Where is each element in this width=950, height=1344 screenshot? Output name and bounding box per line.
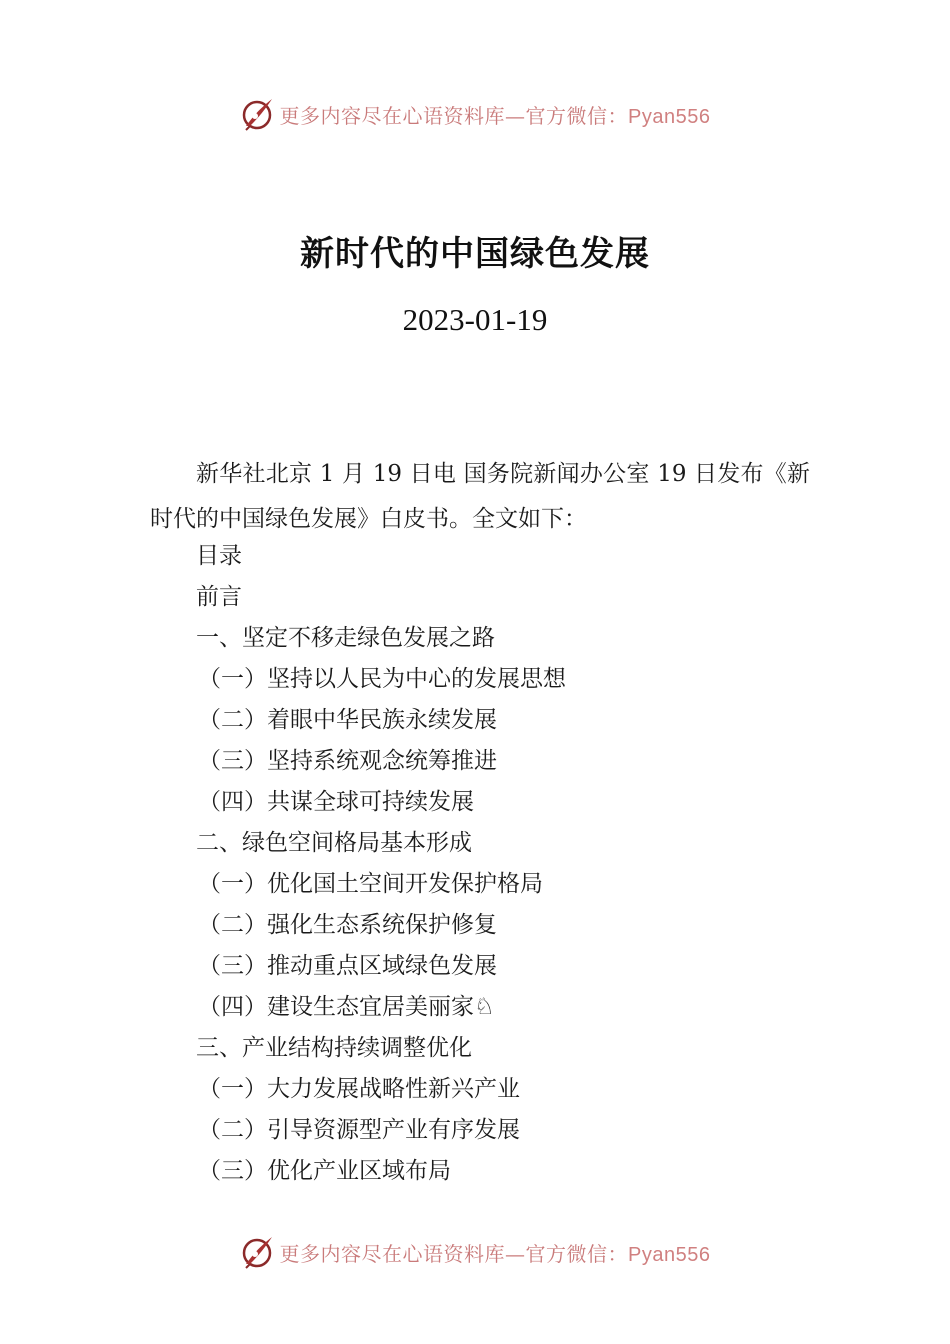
watermark-banner-top bbox=[0, 92, 950, 136]
intro-paragraph: 新华社北京 1 月 19 日电 国务院新闻办公室 19 日发布《新时代的中国绿色发展》白皮书。全文如下： bbox=[150, 461, 810, 532]
toc-item: 二、绿色空间格局基本形成 bbox=[196, 830, 472, 856]
toc-item: 目录 bbox=[196, 543, 242, 569]
watermark-text bbox=[280, 1238, 711, 1267]
toc-item: （一）优化国土空间开发保护格局 bbox=[198, 871, 543, 897]
toc-item: 一、坚定不移走绿色发展之路 bbox=[196, 625, 495, 651]
watermark-wechat-id: Pyan556 bbox=[628, 105, 711, 128]
watermark-content bbox=[240, 96, 711, 132]
quill-pen-logo-icon bbox=[240, 1234, 276, 1270]
quill-pen-logo-icon bbox=[240, 96, 276, 132]
watermark-content bbox=[240, 1234, 711, 1270]
toc-item: 前言 bbox=[196, 584, 242, 610]
toc-item: （三）优化产业区域布局 bbox=[198, 1158, 451, 1184]
toc-item: （一）坚持以人民为中心的发展思想 bbox=[198, 666, 566, 692]
toc-item: （四）建设生态宜居美丽家♘ bbox=[198, 994, 495, 1020]
toc-item: （四）共谋全球可持续发展 bbox=[198, 789, 474, 815]
document-title: 新时代的中国绿色发展 bbox=[300, 234, 650, 274]
toc-item: （二）着眼中华民族永续发展 bbox=[198, 707, 497, 733]
toc-item: （二）强化生态系统保护修复 bbox=[198, 912, 497, 938]
toc-item: （一）大力发展战略性新兴产业 bbox=[198, 1076, 520, 1102]
watermark-banner-bottom bbox=[0, 1230, 950, 1274]
watermark-slogan: 更多内容尽在心语资料库—官方微信： bbox=[279, 103, 629, 128]
document-date: 2023-01-19 bbox=[402, 302, 548, 337]
watermark-slogan: 更多内容尽在心语资料库—官方微信： bbox=[279, 1241, 629, 1266]
watermark-wechat-id: Pyan556 bbox=[628, 1243, 711, 1266]
toc-item: 三、产业结构持续调整优化 bbox=[196, 1035, 472, 1061]
watermark-text bbox=[280, 100, 711, 129]
toc-item: （三）推动重点区域绿色发展 bbox=[198, 953, 497, 979]
toc-item: （二）引导资源型产业有序发展 bbox=[198, 1117, 520, 1143]
table-of-contents bbox=[196, 536, 816, 1192]
toc-item: （三）坚持系统观念统筹推进 bbox=[198, 748, 497, 774]
